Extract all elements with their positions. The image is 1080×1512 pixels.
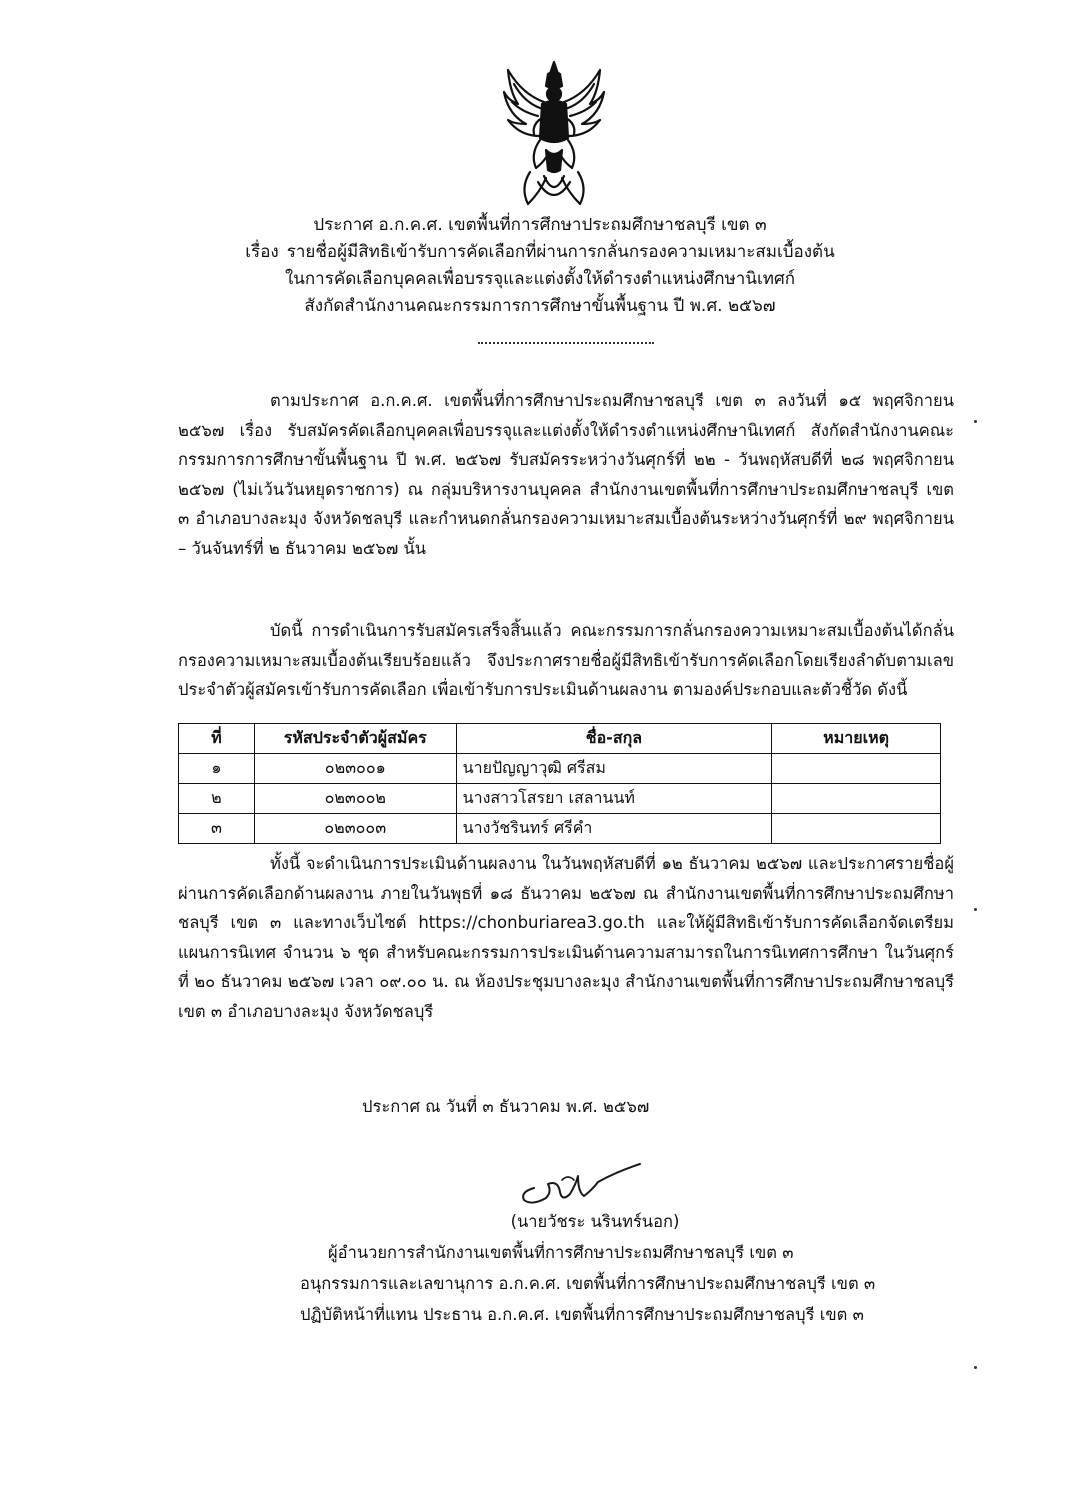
body-paragraph-2: บัดนี้ การดำเนินการรับสมัครเสร็จสิ้นแล้ว คณะกรรมการกลั่นกรองความเหมาะสมเบื้องต้นได้กลั่นกรองความเหมาะสมเบื้องต้นเรียบร้อยแล้ว จึงประกาศรายชื่อผู้มีสิทธิเข้ารับการคัดเลือกโดยเรียงลำดับตามเลขประจำตัวผู้สมัครเข้ารับการคัดเลือก เพื่อเข้ารับการประเมินด้านผลงาน ตามองค์ประกอบและตัวชี้วัด ดังนี้ xyxy=(178,621,954,699)
table-row xyxy=(179,754,941,784)
title-line-1: ประกาศ อ.ก.ค.ศ. เขตพื้นที่การศึกษาประถมศึกษาชลบุรี เขต ๓ xyxy=(313,215,767,235)
title-line-4: สังกัดสำนักงานคณะกรรมการการศึกษาขั้นพื้นฐาน ปี พ.ศ. ๒๕๖๗ xyxy=(304,296,776,316)
row-name: นายปัญญาวุฒิ ศรีสม xyxy=(456,754,772,784)
title-dotted-divider xyxy=(478,342,654,344)
row-code: ๐๒๓๐๐๒ xyxy=(254,784,456,814)
header-name: ชื่อ-สกุล xyxy=(456,724,772,754)
header-note: หมายเหตุ xyxy=(772,724,941,754)
row-no: ๓ xyxy=(179,814,255,844)
signature-icon xyxy=(512,1158,652,1208)
row-no: ๑ xyxy=(179,754,255,784)
row-note xyxy=(772,784,941,814)
signatory-block xyxy=(300,1206,876,1330)
row-code: ๐๒๓๐๐๑ xyxy=(254,754,456,784)
body-paragraph-1: ตามประกาศ อ.ก.ค.ศ. เขตพื้นที่การศึกษาประถมศึกษาชลบุรี เขต ๓ ลงวันที่ ๑๕ พฤศจิกายน ๒๕๖๗ เรื่อง รับสมัครคัดเลือกบุคคลเพื่อบรรจุและแต่งตั้งให้ดำรงตำแหน่งศึกษานิเทศก์ สังกัดสำนักงานคณะกรรมการการศึกษาขั้นพื้นฐาน ปี พ.ศ. ๒๕๖๗ รับสมัครระหว่างวันศุกร์ที่ ๒๒ - วันพฤหัสบดีที่ ๒๘ พฤศจิกายน ๒๕๖๗ (ไม่เว้นวันหยุดราชการ) ณ กลุ่มบริหารงานบุคคล สำนักงานเขตพื้นที่การศึกษาประถมศึกษาชลบุรี เขต ๓ อำเภอบางละมุง จังหวัดชลบุรี และกำหนดกลั่นกรองความเหมาะสมเบื้องต้นระหว่างวันศุกร์ที่ ๒๙ พฤศจิกายน – วันจันทร์ที่ ๒ ธันวาคม ๒๕๖๗ นั้น xyxy=(178,391,954,558)
scan-mark xyxy=(974,420,977,423)
scan-mark xyxy=(974,908,977,911)
row-name: นางสาวโสรยา เสลานนท์ xyxy=(456,784,772,814)
row-note xyxy=(772,754,941,784)
body-paragraph-3: ทั้งนี้ จะดำเนินการประเมินด้านผลงาน ในวันพฤหัสบดีที่ ๑๒ ธันวาคม ๒๕๖๗ และประกาศรายชื่อผู้ผ่านการคัดเลือกด้านผลงาน ภายในวันพุธที่ ๑๘ ธันวาคม ๒๕๖๗ ณ สำนักงานเขตพื้นที่การศึกษาประถมศึกษาชลบุรี เขต ๓ และทางเว็บไซต์ https://chonburiarea3.go.th และให้ผู้มีสิทธิเข้ารับการคัดเลือกจัดเตรียมแผนการนิเทศ จำนวน ๖ ชุด สำหรับคณะกรรมการประเมินด้านความสามารถในการนิเทศการศึกษา ในวันศุกร์ที่ ๒๐ ธันวาคม ๒๕๖๗ เวลา ๐๙.๐๐ น. ณ ห้องประชุมบางละมุง สำนักงานเขตพื้นที่การศึกษาประถมศึกษาชลบุรี เขต ๓ อำเภอบางละมุง จังหวัดชลบุรี xyxy=(178,854,954,1021)
table-header-row xyxy=(179,724,941,754)
scan-mark xyxy=(974,1366,977,1369)
signatory-name: (นายวัชระ นรินทร์นอก) xyxy=(510,1212,680,1231)
title-line-3: ในการคัดเลือกบุคคลเพื่อบรรจุและแต่งตั้งให้ดำรงตำแหน่งศึกษานิเทศก์ xyxy=(284,269,796,289)
announcement-title xyxy=(150,212,930,320)
signatory-position-2: อนุกรรมการและเลขานุการ อ.ก.ค.ศ. เขตพื้นที่การศึกษาประถมศึกษาชลบุรี เขต ๓ xyxy=(300,1274,876,1293)
signatory-position-3: ปฏิบัติหน้าที่แทน ประธาน อ.ก.ค.ศ. เขตพื้นที่การศึกษาประถมศึกษาชลบุรี เขต ๓ xyxy=(300,1305,864,1324)
announcement-date: ประกาศ ณ วันที่ ๓ ธันวาคม พ.ศ. ๒๕๖๗ xyxy=(362,1097,650,1116)
row-no: ๒ xyxy=(179,784,255,814)
signatory-position-1: ผู้อำนวยการสำนักงานเขตพื้นที่การศึกษาประถมศึกษาชลบุรี เขต ๓ xyxy=(328,1243,794,1262)
header-no: ที่ xyxy=(179,724,255,754)
garuda-emblem-icon xyxy=(500,58,608,208)
row-name: นางวัชรินทร์ ศรีคำ xyxy=(456,814,772,844)
row-code: ๐๒๓๐๐๓ xyxy=(254,814,456,844)
subject-text: รายชื่อผู้มีสิทธิเข้ารับการคัดเลือกที่ผ่านการกลั่นกรองความเหมาะสมเบื้องต้น xyxy=(286,242,835,262)
header-code: รหัสประจำตัวผู้สมัคร xyxy=(254,724,456,754)
candidates-table xyxy=(178,723,941,844)
title-subject-line xyxy=(150,239,930,266)
table-row xyxy=(179,814,941,844)
subject-label: เรื่อง xyxy=(245,242,279,262)
table-row xyxy=(179,784,941,814)
row-note xyxy=(772,814,941,844)
